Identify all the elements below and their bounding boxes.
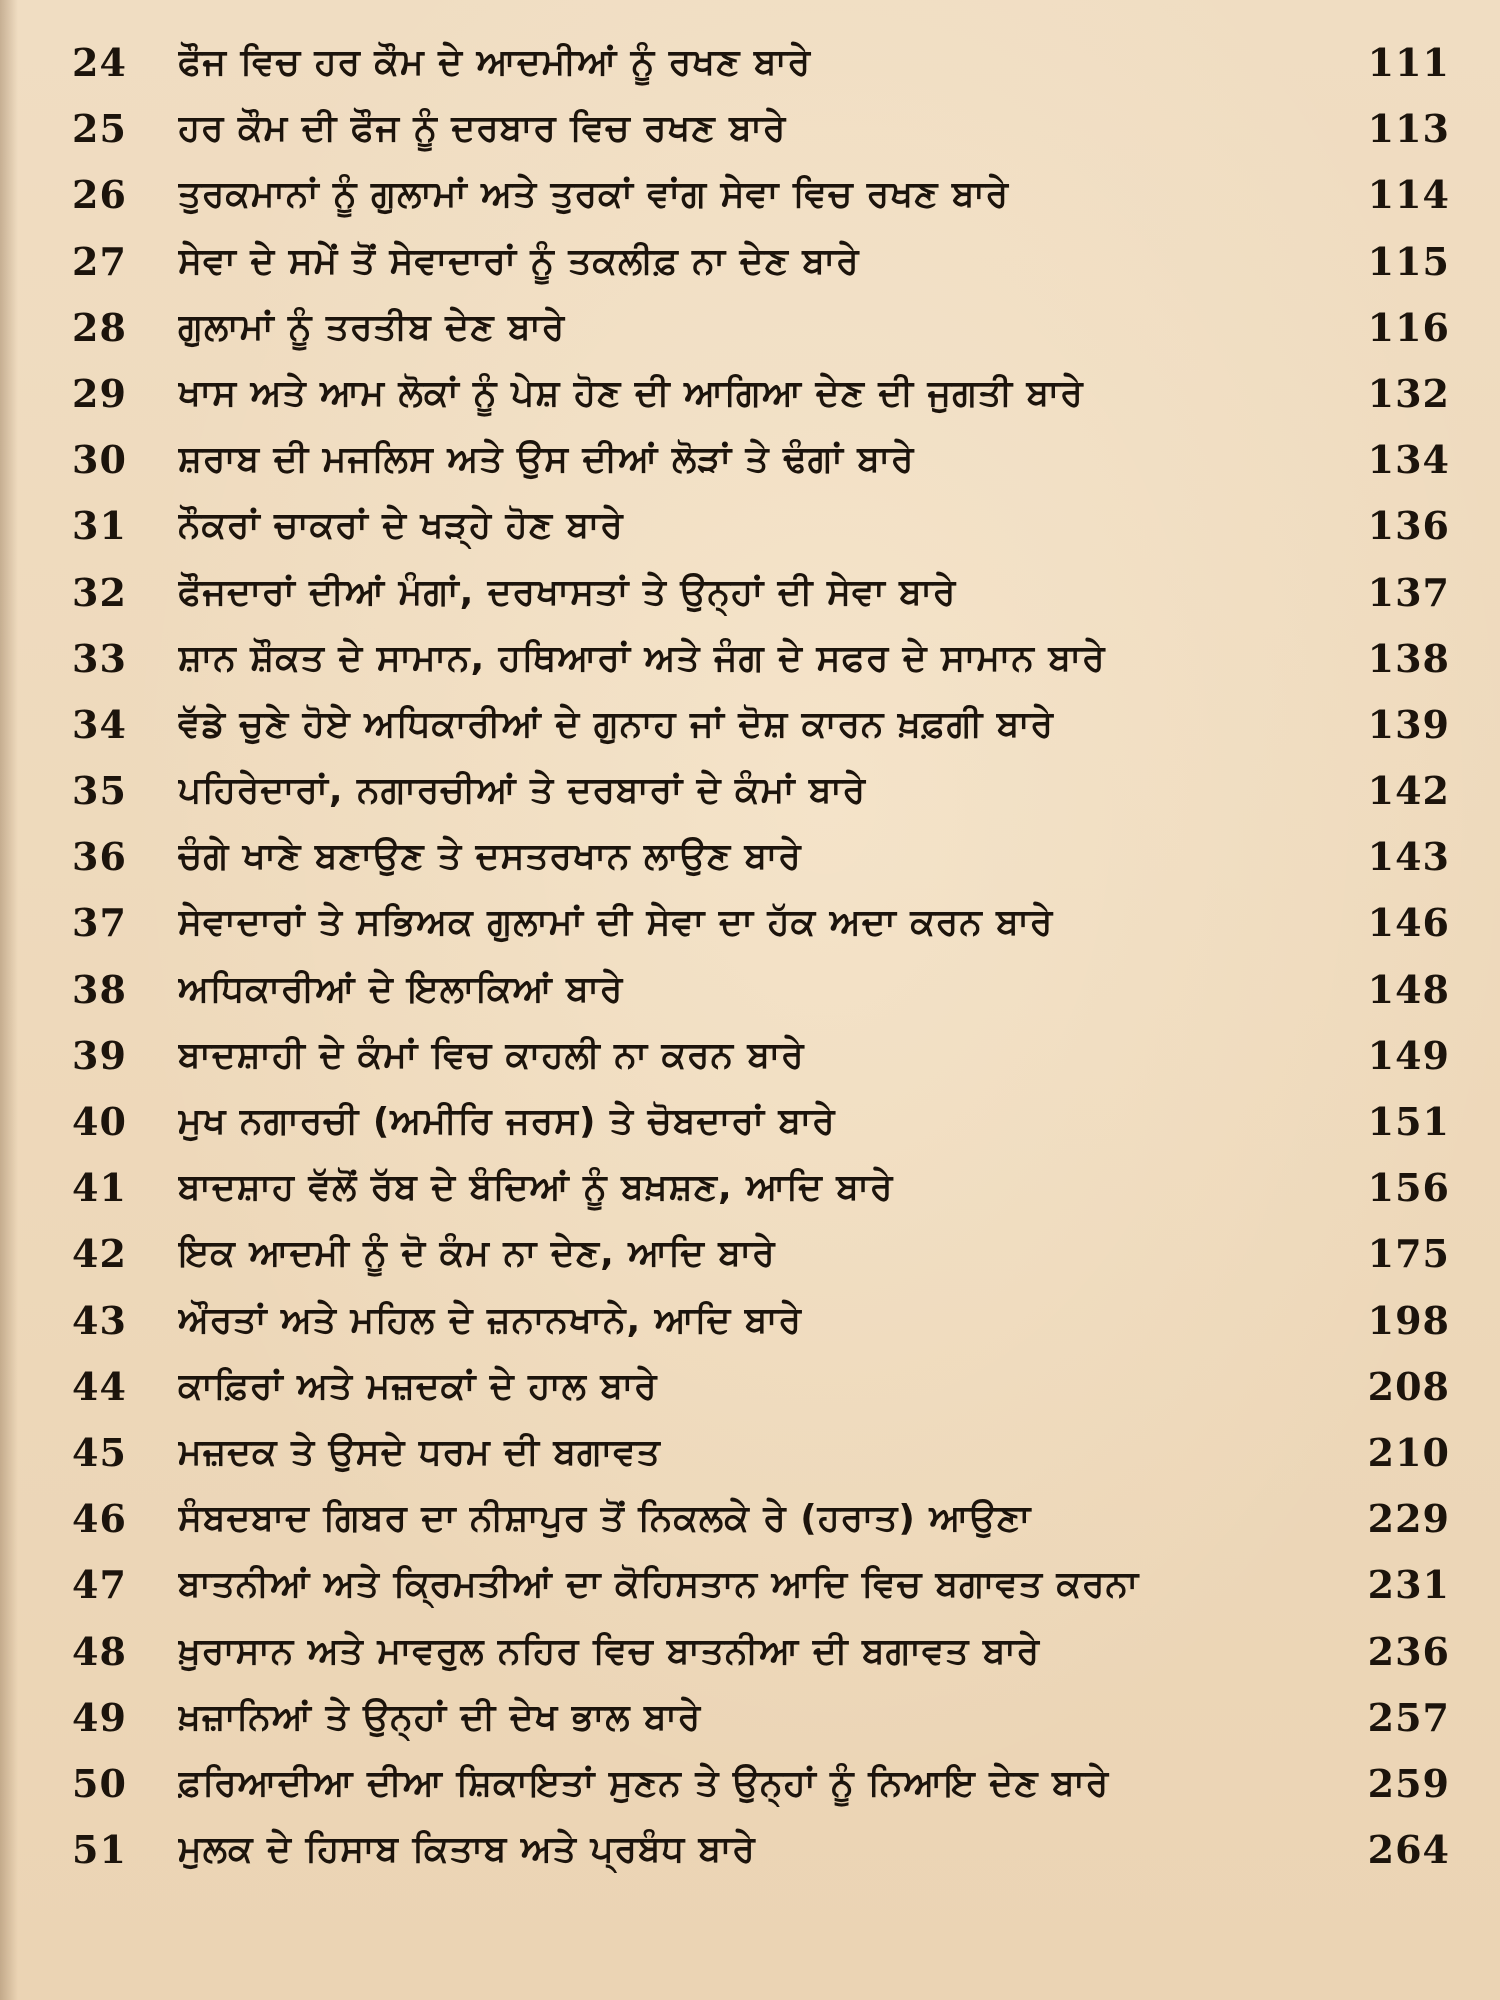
chapter-number: 29 — [72, 370, 127, 416]
chapter-title: ਫੌਜਦਾਰਾਂ ਦੀਆਂ ਮੰਗਾਂ, ਦਰਖਾਸਤਾਂ ਤੇ ਉਨ੍ਹਾਂ ਦੀ ਸੇਵਾ ਬਾਰੇ — [178, 571, 957, 613]
toc-entry — [0, 1685, 1500, 1751]
chapter-title: ਕਾਫ਼ਿਰਾਂ ਅਤੇ ਮਜ਼ਦਕਾਂ ਦੇ ਹਾਲ ਬਾਰੇ — [178, 1365, 658, 1407]
toc-entry — [0, 1552, 1500, 1618]
chapter-number: 36 — [72, 834, 127, 880]
page-number: 210 — [1367, 1429, 1450, 1475]
chapter-title: ਚੰਗੇ ਖਾਣੇ ਬਣਾਉਣ ਤੇ ਦਸਤਰਖਾਨ ਲਾਉਣ ਬਾਰੇ — [178, 836, 802, 878]
page-number: 136 — [1367, 503, 1450, 549]
chapter-title: ਸ਼ਾਨ ਸ਼ੌਕਤ ਦੇ ਸਾਮਾਨ, ਹਥਿਆਰਾਂ ਅਤੇ ਜੰਗ ਦੇ ਸਫਰ ਦੇ ਸਾਮਾਨ ਬਾਰੇ — [178, 637, 1106, 679]
page-number: 198 — [1367, 1297, 1450, 1343]
toc-entry — [0, 1751, 1500, 1817]
chapter-number: 25 — [72, 106, 127, 152]
page-number: 148 — [1367, 966, 1450, 1012]
chapter-title: ਨੌਕਰਾਂ ਚਾਕਰਾਂ ਦੇ ਖੜ੍ਹੇ ਹੋਣ ਬਾਰੇ — [178, 505, 624, 547]
page-number: 257 — [1367, 1694, 1450, 1740]
chapter-title: ਸ਼ਰਾਬ ਦੀ ਮਜਲਿਸ ਅਤੇ ਉਸ ਦੀਆਂ ਲੋੜਾਂ ਤੇ ਢੰਗਾਂ ਬਾਰੇ — [178, 439, 915, 481]
toc-entry — [0, 1023, 1500, 1089]
toc-entry — [0, 229, 1500, 295]
toc-entry — [0, 493, 1500, 559]
page-number: 236 — [1367, 1628, 1450, 1674]
toc-entry — [0, 692, 1500, 758]
page-number: 111 — [1367, 40, 1450, 85]
chapter-title: ਵੱਡੇ ਚੁਣੇ ਹੋਏ ਅਧਿਕਾਰੀਆਂ ਦੇ ਗੁਨਾਹ ਜਾਂ ਦੋਸ਼ ਕਾਰਨ ਖ਼ਫ਼ਗੀ ਬਾਰੇ — [178, 703, 1054, 745]
chapter-number: 45 — [72, 1429, 127, 1475]
chapter-number: 38 — [72, 966, 127, 1012]
page-number: 132 — [1367, 370, 1450, 416]
chapter-number: 26 — [72, 172, 127, 218]
toc-entry — [0, 427, 1500, 493]
toc-entry — [0, 361, 1500, 427]
page-number: 149 — [1367, 1032, 1450, 1078]
page-number: 115 — [1367, 238, 1450, 284]
chapter-number: 51 — [72, 1827, 127, 1873]
chapter-title: ਖਾਸ ਅਤੇ ਆਮ ਲੋਕਾਂ ਨੂੰ ਪੇਸ਼ ਹੋਣ ਦੀ ਆਗਿਆ ਦੇਣ ਦੀ ਜੁਗਤੀ ਬਾਰੇ — [178, 372, 1084, 414]
page-number: 139 — [1367, 701, 1450, 747]
chapter-number: 50 — [72, 1760, 127, 1806]
chapter-title: ਫ਼ਰਿਆਦੀਆ ਦੀਆ ਸ਼ਿਕਾਇਤਾਂ ਸੁਣਨ ਤੇ ਉਨ੍ਹਾਂ ਨੂੰ ਨਿਆਇ ਦੇਣ ਬਾਰੇ — [178, 1762, 1110, 1804]
page-number: 229 — [1367, 1496, 1450, 1542]
chapter-number: 32 — [72, 569, 127, 615]
toc-entry — [0, 957, 1500, 1023]
toc-entry — [0, 1155, 1500, 1221]
page-number: 151 — [1367, 1099, 1450, 1144]
chapter-number: 47 — [72, 1562, 127, 1608]
chapter-title: ਸੇਵਾ ਦੇ ਸਮੇਂ ਤੋਂ ਸੇਵਾਦਾਰਾਂ ਨੂੰ ਤਕਲੀਫ਼ ਨਾ ਦੇਣ ਬਾਰੇ — [178, 240, 860, 282]
chapter-title: ਬਾਦਸ਼ਾਹੀ ਦੇ ਕੰਮਾਂ ਵਿਚ ਕਾਹਲੀ ਨਾ ਕਰਨ ਬਾਰੇ — [178, 1034, 805, 1076]
page-number: 156 — [1367, 1165, 1450, 1211]
page-number: 114 — [1367, 172, 1450, 218]
chapter-number: 49 — [72, 1694, 127, 1740]
chapter-title: ਤੁਰਕਮਾਨਾਂ ਨੂੰ ਗੁਲਾਮਾਂ ਅਤੇ ਤੁਰਕਾਂ ਵਾਂਗ ਸੇਵਾ ਵਿਚ ਰਖਣ ਬਾਰੇ — [178, 174, 1010, 216]
chapter-title: ਔਰਤਾਂ ਅਤੇ ਮਹਿਲ ਦੇ ਜ਼ਨਾਨਖਾਨੇ, ਆਦਿ ਬਾਰੇ — [178, 1299, 802, 1341]
chapter-title: ਮੁਲਕ ਦੇ ਹਿਸਾਬ ਕਿਤਾਬ ਅਤੇ ਪ੍ਰਬੰਧ ਬਾਰੇ — [178, 1829, 756, 1871]
chapter-title: ਸੇਵਾਦਾਰਾਂ ਤੇ ਸਭਿਅਕ ਗੁਲਾਮਾਂ ਦੀ ਸੇਵਾ ਦਾ ਹੱਕ ਅਦਾ ਕਰਨ ਬਾਰੇ — [178, 902, 1054, 944]
chapter-title: ਬਾਦਸ਼ਾਹ ਵੱਲੋਂ ਰੱਬ ਦੇ ਬੰਦਿਆਂ ਨੂੰ ਬਖ਼ਸ਼ਣ, ਆਦਿ ਬਾਰੇ — [178, 1167, 894, 1209]
page-number: 231 — [1367, 1562, 1450, 1608]
chapter-title: ਗੁਲਾਮਾਂ ਨੂੰ ਤਰਤੀਬ ਦੇਣ ਬਾਰੇ — [178, 306, 566, 348]
chapter-title: ਪਹਿਰੇਦਾਰਾਂ, ਨਗਾਰਚੀਆਂ ਤੇ ਦਰਬਾਰਾਂ ਦੇ ਕੰਮਾਂ ਬਾਰੇ — [178, 770, 867, 812]
toc-entry — [0, 824, 1500, 890]
page-number: 146 — [1367, 900, 1450, 946]
chapter-number: 31 — [72, 503, 127, 549]
toc-entry — [0, 1420, 1500, 1486]
page-number: 208 — [1367, 1363, 1450, 1409]
toc-entry — [0, 30, 1500, 96]
chapter-title: ਖ਼ੁਰਾਸਾਨ ਅਤੇ ਮਾਵਰੁਲ ਨਹਿਰ ਵਿਚ ਬਾਤਨੀਆ ਦੀ ਬਗਾਵਤ ਬਾਰੇ — [178, 1630, 1041, 1672]
chapter-title: ਸੰਬਦਬਾਦ ਗਿਬਰ ਦਾ ਨੀਸ਼ਾਪੁਰ ਤੋਂ ਨਿਕਲਕੇ ਰੇ (ਹਰਾਤ) ਆਉਣਾ — [178, 1498, 1032, 1540]
chapter-number: 33 — [72, 635, 127, 681]
chapter-number: 40 — [72, 1099, 127, 1144]
toc-entry — [0, 1619, 1500, 1685]
page-number: 137 — [1367, 569, 1450, 615]
chapter-number: 24 — [72, 40, 127, 85]
toc-entry — [0, 1817, 1500, 1883]
table-of-contents — [0, 30, 1500, 1883]
chapter-title: ਅਧਿਕਾਰੀਆਂ ਦੇ ਇਲਾਕਿਆਂ ਬਾਰੇ — [178, 968, 624, 1010]
page-number: 264 — [1367, 1827, 1450, 1873]
chapter-number: 35 — [72, 768, 127, 814]
chapter-number: 44 — [72, 1363, 127, 1409]
toc-entry — [0, 96, 1500, 162]
chapter-number: 34 — [72, 701, 127, 747]
page-number: 113 — [1367, 106, 1450, 152]
chapter-number: 46 — [72, 1496, 127, 1542]
chapter-number: 41 — [72, 1165, 127, 1211]
chapter-number: 27 — [72, 238, 127, 284]
chapter-title: ਇਕ ਆਦਮੀ ਨੂੰ ਦੋ ਕੰਮ ਨਾ ਦੇਣ, ਆਦਿ ਬਾਰੇ — [178, 1233, 776, 1275]
chapter-title: ਹਰ ਕੌਮ ਦੀ ਫੌਜ ਨੂੰ ਦਰਬਾਰ ਵਿਚ ਰਖਣ ਬਾਰੇ — [178, 108, 787, 150]
toc-entry — [0, 560, 1500, 626]
chapter-title: ਫੌਜ ਵਿਚ ਹਰ ਕੌਮ ਦੇ ਆਦਮੀਆਂ ਨੂੰ ਰਖਣ ਬਾਰੇ — [178, 42, 812, 83]
chapter-number: 37 — [72, 900, 127, 946]
chapter-number: 43 — [72, 1297, 127, 1343]
page-number: 259 — [1367, 1760, 1450, 1806]
chapter-number: 30 — [72, 437, 127, 483]
toc-entry — [0, 162, 1500, 228]
toc-entry — [0, 1288, 1500, 1354]
chapter-number: 42 — [72, 1231, 127, 1277]
page-number: 116 — [1367, 304, 1450, 350]
chapter-number: 48 — [72, 1628, 127, 1674]
toc-entry — [0, 890, 1500, 956]
chapter-number: 39 — [72, 1032, 127, 1078]
page-number: 138 — [1367, 635, 1450, 681]
page-number: 134 — [1367, 437, 1450, 483]
toc-entry — [0, 1089, 1500, 1155]
page-number: 175 — [1367, 1231, 1450, 1277]
toc-entry — [0, 1486, 1500, 1552]
chapter-title: ਮਜ਼ਦਕ ਤੇ ਉਸਦੇ ਧਰਮ ਦੀ ਬਗਾਵਤ — [178, 1431, 661, 1473]
chapter-title: ਬਾਤਨੀਆਂ ਅਤੇ ਕ੍ਰਿਮਤੀਆਂ ਦਾ ਕੋਹਿਸਤਾਨ ਆਦਿ ਵਿਚ ਬਗਾਵਤ ਕਰਨਾ — [178, 1564, 1140, 1606]
toc-entry — [0, 295, 1500, 361]
page-number: 142 — [1367, 768, 1450, 814]
toc-entry — [0, 758, 1500, 824]
toc-entry — [0, 1221, 1500, 1287]
chapter-number: 28 — [72, 304, 127, 350]
chapter-title: ਮੁਖ ਨਗਾਰਚੀ (ਅਮੀਰਿ ਜਰਸ) ਤੇ ਚੋਬਦਾਰਾਂ ਬਾਰੇ — [178, 1101, 836, 1142]
toc-entry — [0, 1354, 1500, 1420]
chapter-title: ਖ਼ਜ਼ਾਨਿਆਂ ਤੇ ਉਨ੍ਹਾਂ ਦੀ ਦੇਖ ਭਾਲ ਬਾਰੇ — [178, 1696, 702, 1738]
toc-entry — [0, 626, 1500, 692]
page-number: 143 — [1367, 834, 1450, 880]
